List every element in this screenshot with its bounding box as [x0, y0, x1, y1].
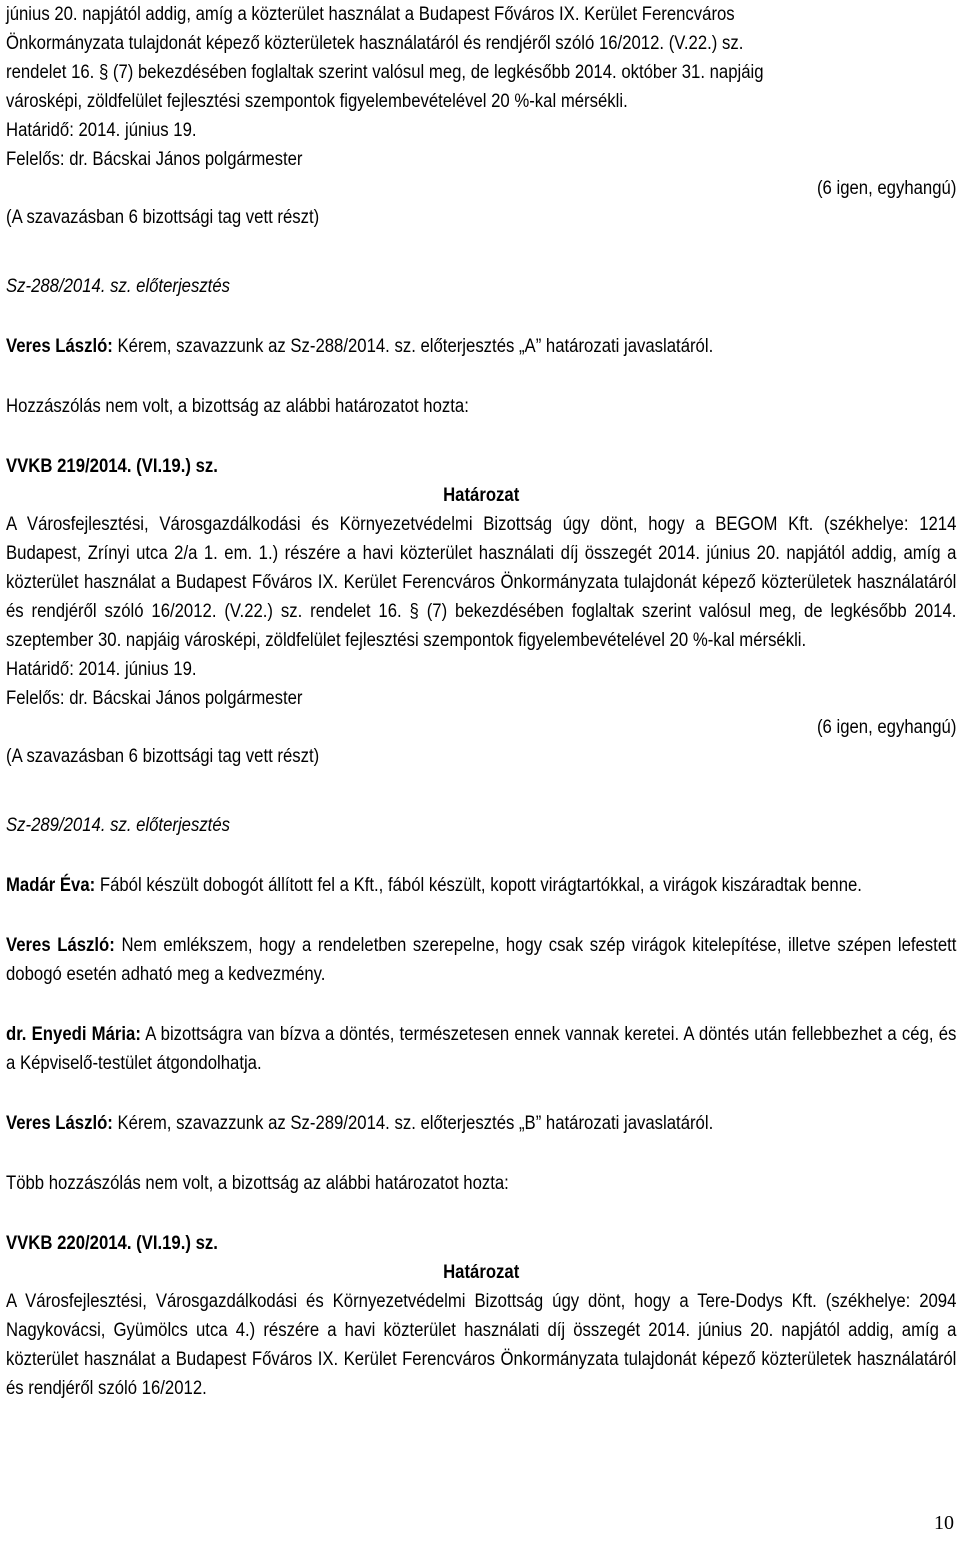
resolution-219-text: A Városfejlesztési, Városgazdálkodási és Környezetvédelmi Bizottság úgy dönt, hogy a BEGOM Kft. (székhelye: 1214 Budapest, Zrínyi utca 2/a 1. em. 1.) részére a havi közterület használati díj összegét 2014. június 20. napjától addig, amíg a közterület használat a Budapest Főváros IX. Kerület Ferencváros Önkormányzata tulajdonát képező közterületek használatáról és rendjéről szóló 16/2012. (V.22.) sz. rendelet 16. § (7) bekezdésében foglaltak szerint valósul meg, de legkésőbb 2014. szeptember 30. napjáig városképi, zöldfelület fejlesztési szempontok figyelembevételével 20 %-kal mérsékli. — [6, 514, 957, 651]
proposal-288-no-comment: Hozzászólás nem volt, a bizottság az alábbi határozatot hozta: — [6, 396, 469, 417]
intro-responsible: Felelős: dr. Bácskai János polgármester — [6, 149, 303, 170]
speaker-name: Madár Éva: — [6, 875, 96, 896]
intro-line-1: június 20. napjától addig, amíg a közterület használat a Budapest Főváros IX. Kerület Ferencváros — [6, 4, 735, 25]
resolution-219-responsible: Felelős: dr. Bácskai János polgármester — [6, 688, 303, 709]
resolution-219-number: VVKB 219/2014. (VI.19.) sz. — [6, 456, 218, 477]
intro-line-2: Önkormányzata tulajdonát képező közterületek használatáról és rendjéről szóló 16/2012. (V.22.) sz. — [6, 33, 744, 54]
resolution-219-vote-block — [6, 713, 956, 775]
intro-participation: (A szavazásban 6 bizottsági tag vett részt) — [6, 207, 320, 228]
speaker-name: Veres László: — [6, 336, 113, 357]
speaker-name: Veres László: — [6, 1113, 113, 1134]
page-number: 10 — [934, 1512, 954, 1534]
proposal-289-heading: Sz-289/2014. sz. előterjesztés — [6, 815, 230, 836]
resolution-220-text: A Városfejlesztési, Városgazdálkodási és Környezetvédelmi Bizottság úgy dönt, hogy a Tere-Dodys Kft. (székhelye: 2094 Nagykovácsi, Gyümölcs utca 4.) részére a havi közterület használati díj összegét 2014. június 20. napjától addig, amíg a közterület használat a Budapest Főváros IX. Kerület Ferencváros Önkormányzata tulajdonát képező közterületek használatáról és rendjéről szóló 16/2012. — [6, 1291, 957, 1399]
speaker-name: dr. Enyedi Mária: — [6, 1024, 141, 1045]
intro-line-3: rendelet 16. § (7) bekezdésében foglaltak szerint valósul meg, de legkésőbb 2014. október 31. napjáig — [6, 62, 764, 83]
speech-text: Nem emlékszem, hogy a rendeletben szerepelne, hogy csak szép virágok kitelepítése, illetve szépen lefestett dobogó esetén adható meg a kedvezmény. — [6, 935, 957, 985]
speech-text: Kérem, szavazzunk az Sz-288/2014. sz. előterjesztés „A” határozati javaslatáról. — [117, 336, 714, 357]
intro-line-4: városképi, zöldfelület fejlesztési szempontok figyelembevételével 20 %-kal mérsékli. — [6, 91, 628, 112]
document-body — [6, 0, 956, 1403]
resolution-219-vote-result: (6 igen, egyhangú) — [816, 717, 957, 738]
proposal-289-speech-3 — [6, 1020, 956, 1078]
intro-vote-block — [6, 174, 956, 236]
proposal-289-speech-2 — [6, 931, 956, 989]
document-page — [6, 0, 956, 1403]
proposal-289-no-comment: Több hozzászólás nem volt, a bizottság az alábbi határozatot hozta: — [6, 1173, 509, 1194]
resolution-219-participation: (A szavazásban 6 bizottsági tag vett részt) — [6, 746, 320, 767]
resolution-219-title: Határozat — [443, 485, 520, 506]
resolution-220-number: VVKB 220/2014. (VI.19.) sz. — [6, 1233, 218, 1254]
intro-vote-result: (6 igen, egyhangú) — [816, 178, 957, 199]
resolution-219-deadline: Határidő: 2014. június 19. — [6, 659, 197, 680]
proposal-289-speech-1 — [6, 871, 956, 900]
proposal-288-heading: Sz-288/2014. sz. előterjesztés — [6, 276, 230, 297]
speech-text: Fából készült dobogót állított fel a Kft., fából készült, kopott virágtartókkal, a virágok kiszáradtak benne. — [99, 875, 862, 896]
proposal-288-speech — [6, 332, 956, 361]
speaker-name: Veres László: — [6, 935, 115, 956]
resolution-220-title: Határozat — [443, 1262, 520, 1283]
speech-text: A bizottságra van bízva a döntés, természetesen ennek vannak keretei. A döntés után fellebbezhet a cég, és a Képviselő-testület átgondolhatja. — [6, 1024, 957, 1074]
speech-text: Kérem, szavazzunk az Sz-289/2014. sz. előterjesztés „B” határozati javaslatáról. — [117, 1113, 714, 1134]
intro-deadline: Határidő: 2014. június 19. — [6, 120, 197, 141]
proposal-289-speech-4 — [6, 1109, 956, 1138]
